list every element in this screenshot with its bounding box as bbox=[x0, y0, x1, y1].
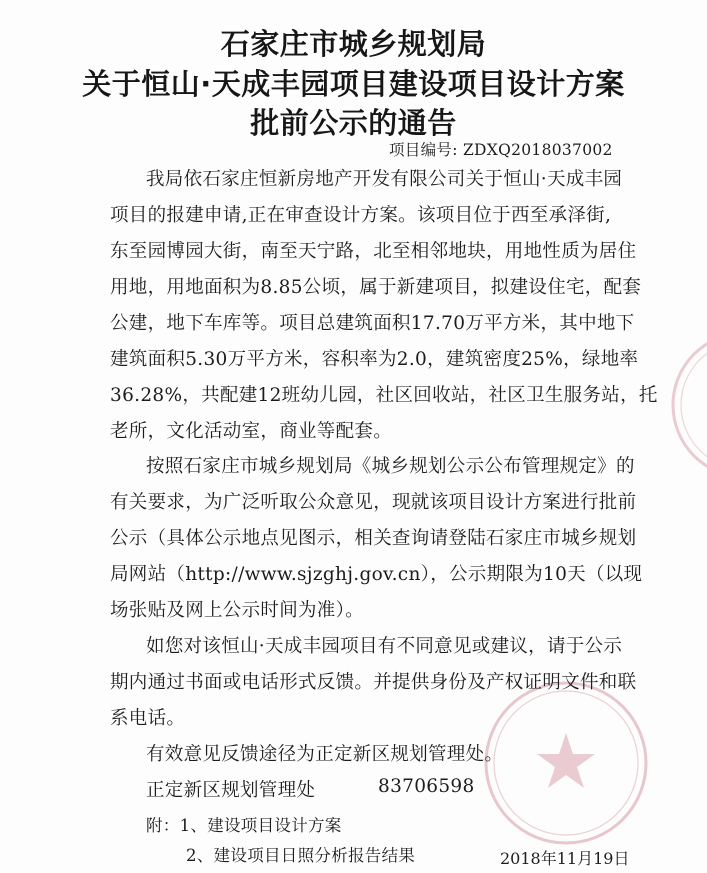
paragraph-1-line: 我局依石家庄恒新房地产开发有限公司关于恒山·天成丰园 bbox=[146, 169, 623, 190]
paragraph-2-line: 按照石家庄市城乡规划局《城乡规划公示公布管理规定》的 bbox=[146, 456, 635, 477]
project-number: 项目编号: ZDXQ2018037002 bbox=[389, 141, 613, 159]
paragraph-2-line: 有关要求，为广泛听取公众意见，现就该项目设计方案进行批前 bbox=[110, 492, 637, 513]
paragraph-1-line: 36.28%，共配建12班幼儿园，社区回收站，社区卫生服务站，托 bbox=[110, 385, 658, 406]
contact-phone: 83706598 bbox=[378, 776, 475, 797]
paragraph-2-line: 场张贴及网上公示时间为准）。 bbox=[110, 600, 364, 621]
issue-date: 2018年11月19日 bbox=[500, 849, 630, 868]
paragraph-3-line: 期内通过书面或电话形式反馈。并提供身份及产权证明文件和联 bbox=[110, 672, 637, 693]
attachment-item-1: 附：1、建设项目设计方案 bbox=[146, 816, 342, 835]
paragraph-2-line: 局网站（http://www.sjzghj.gov.cn），公示期限为10天（以现 bbox=[110, 564, 643, 585]
paragraph-1-line: 用地，用地面积为8.85公顷，属于新建项目，拟建设住宅，配套 bbox=[110, 277, 642, 298]
contact-office: 正定新区规划管理处 bbox=[146, 780, 316, 801]
feedback-channel: 有效意见反馈途径为正定新区规划管理处。 bbox=[146, 744, 504, 765]
paragraph-1-line: 建筑面积5.30万平方米，容积率为2.0，建筑密度25%，绿地率 bbox=[110, 349, 639, 370]
paragraph-2-line: 公示（具体公示地点见图示，相关查询请登陆石家庄市城乡规划 bbox=[110, 528, 637, 549]
paragraph-1-line: 老所，文化活动室，商业等配套。 bbox=[110, 421, 393, 442]
paragraph-1-line: 公建，地下车库等。项目总建筑面积17.70万平方米，其中地下 bbox=[110, 313, 635, 334]
notice-title-line-2: 关于恒山·天成丰园项目建设项目设计方案 bbox=[82, 67, 625, 101]
official-seal-bottom-right bbox=[478, 675, 648, 850]
paragraph-3-line: 系电话。 bbox=[110, 708, 186, 729]
attachment-item-2: 2、建设项目日照分析报告结果 bbox=[186, 846, 416, 865]
paragraph-1-line: 东至园博园大街，南至天宁路，北至相邻地块，用地性质为居住 bbox=[110, 241, 637, 262]
notice-title-line-3: 批前公示的通告 bbox=[250, 106, 457, 140]
notice-title-line-1: 石家庄市城乡规划局 bbox=[220, 27, 487, 61]
paragraph-1-line: 项目的报建申请,正在审查设计方案。该项目位于西至承泽街, bbox=[110, 205, 612, 226]
paragraph-3-line: 如您对该恒山·天成丰园项目有不同意见或建议，请于公示 bbox=[146, 636, 623, 657]
